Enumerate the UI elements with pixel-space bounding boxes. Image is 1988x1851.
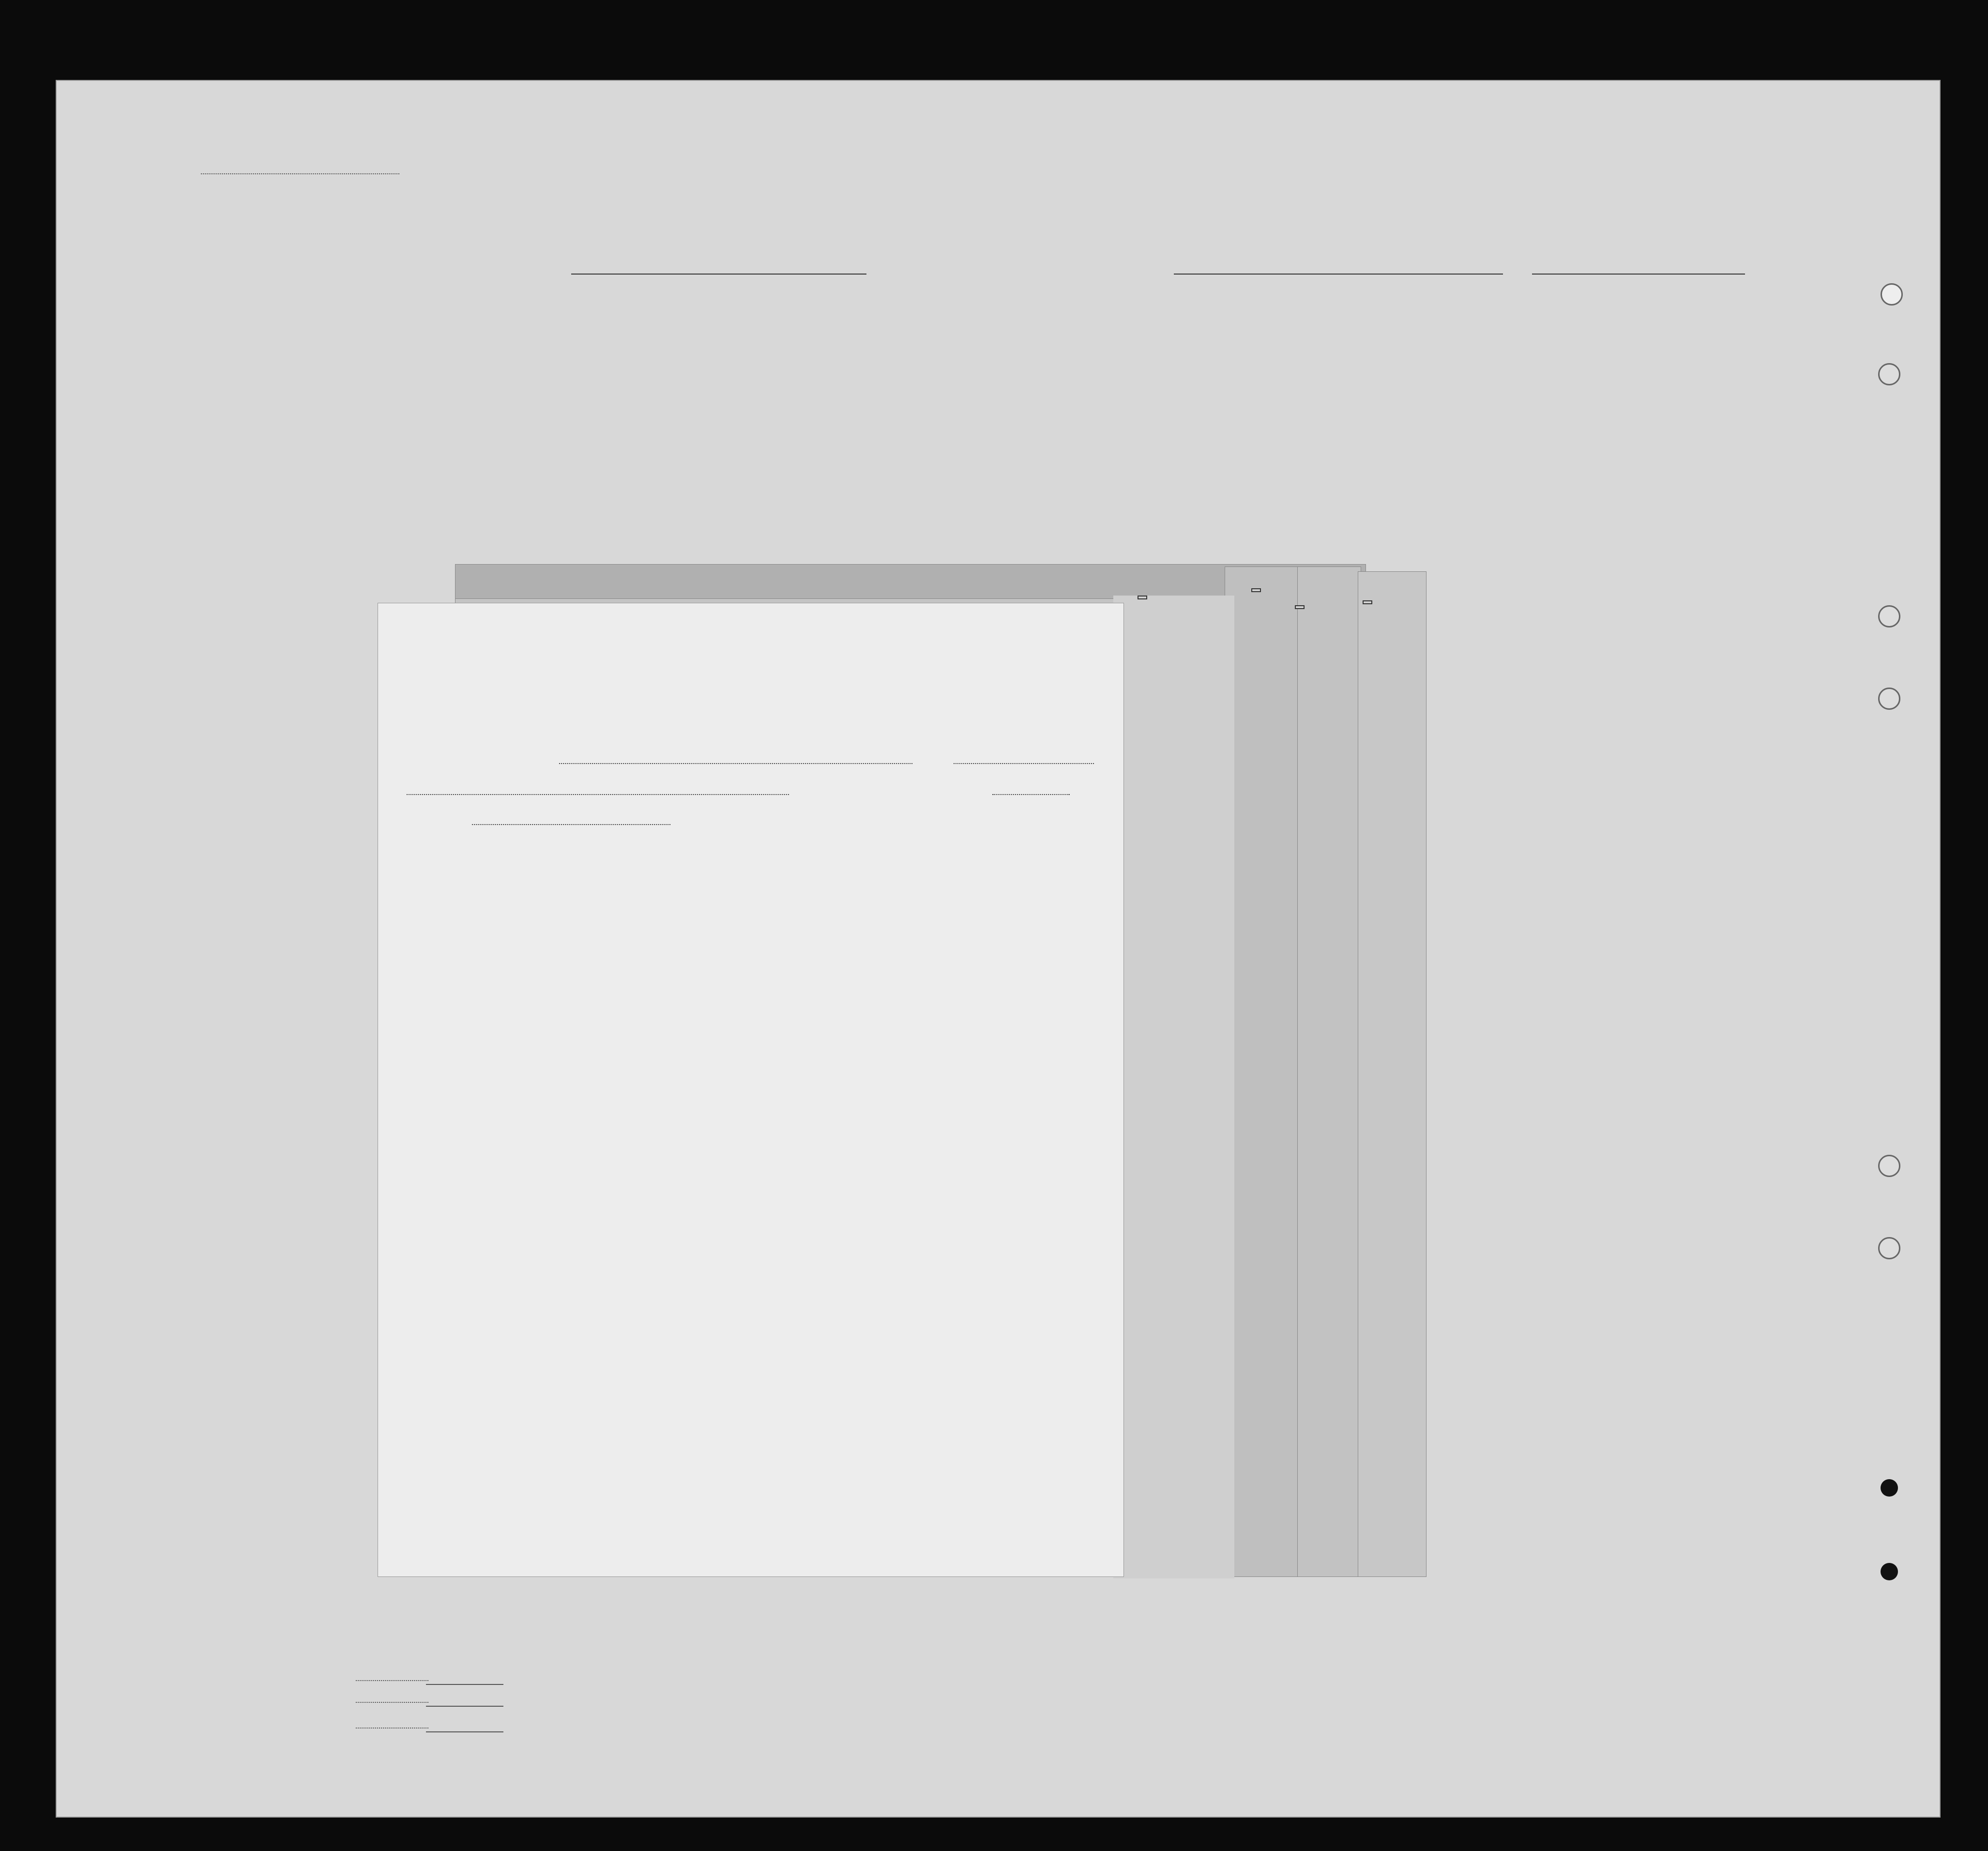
side-label-preexamined: [408, 1196, 423, 1515]
side-label-not-preexamined: [408, 852, 423, 1172]
